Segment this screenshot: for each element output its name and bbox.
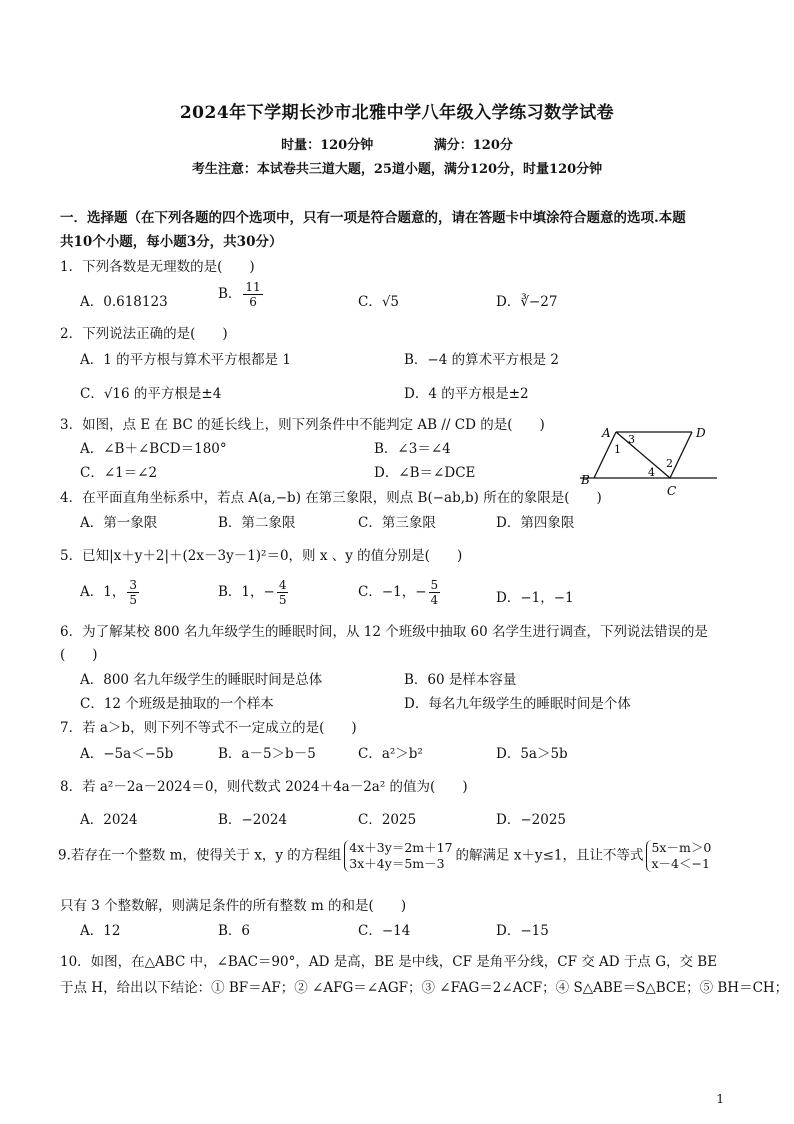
q7-stem: 7．若 a＞b，则下列不等式不一定成立的是( ) bbox=[60, 720, 357, 736]
q4-stem: 4．在平面直角坐标系中，若点 A(a,−b) 在第三象限，则点 B(−ab,b) 所在的象限是( ) bbox=[60, 490, 602, 506]
q8-option-a: A．2024 bbox=[80, 812, 138, 828]
section1-heading-line1: 一．选择题（在下列各题的四个选项中，只有一项是符合题意的，请在答题卡中填涂符合题意的选项.本题 bbox=[60, 210, 686, 226]
q9-equation-system bbox=[344, 840, 452, 872]
q7-option-b: B．a－5＞b－5 bbox=[218, 746, 316, 762]
q4-option-b: B．第二象限 bbox=[218, 515, 296, 531]
q9-stem-line1 bbox=[58, 840, 714, 872]
q9-equation-1: 4x＋3y＝2m＋17 bbox=[349, 840, 453, 855]
fraction-numerator: 3 bbox=[129, 578, 137, 592]
q5-stem: 5．已知|x＋y＋2|＋(2x－3y－1)²＝0，则 x 、y 的值分别是( ) bbox=[60, 548, 463, 564]
q6-option-c: C．12 个班级是抽取的一个样本 bbox=[80, 696, 274, 712]
exam-title: 2024年下学期长沙市北雅中学八年级入学练习数学试卷 bbox=[179, 103, 615, 123]
q4-option-c: C．第三象限 bbox=[358, 515, 436, 531]
label-d: D bbox=[696, 426, 706, 440]
q6-option-a: A．800 名九年级学生的睡眠时间是总体 bbox=[80, 672, 323, 688]
q5-option-c-label: C．−1，− bbox=[358, 584, 427, 600]
exam-score: 满分：120分 bbox=[433, 138, 513, 153]
exam-time: 时量：120分钟 bbox=[281, 138, 374, 153]
q7-option-c: C．a²＞b² bbox=[358, 746, 423, 762]
label-b: B bbox=[581, 473, 590, 487]
angle-label-2: 2 bbox=[666, 457, 673, 470]
q3-option-b: B．∠3＝∠4 bbox=[374, 441, 451, 457]
q9-option-d: D．−15 bbox=[496, 923, 549, 939]
q2-option-d: D．4 的平方根是±2 bbox=[404, 386, 529, 402]
q1-option-b bbox=[218, 280, 265, 309]
q4-option-a: A．第一象限 bbox=[80, 515, 158, 531]
q5-option-c bbox=[358, 578, 442, 607]
q5-option-b-label: B．1，− bbox=[218, 584, 275, 600]
fraction-numerator: 5 bbox=[430, 578, 439, 592]
exam-notice: 考生注意：本试卷共三道大题，25道小题，满分120分，时量120分钟 bbox=[191, 162, 603, 177]
q5-option-a-label: A．1， bbox=[80, 584, 126, 600]
q5-option-b bbox=[218, 578, 290, 607]
q1-option-c: C．√5 bbox=[358, 294, 400, 310]
q2-option-c: C．√16 的平方根是±4 bbox=[80, 386, 222, 402]
q9-inequality-2: x－4＜−1 bbox=[651, 856, 710, 871]
q7-option-a: A．−5a＜−5b bbox=[80, 746, 174, 762]
diagonal-ac bbox=[616, 432, 670, 478]
segment-dc bbox=[670, 432, 692, 478]
q5-option-b-fraction bbox=[277, 578, 289, 607]
fraction-numerator: 11 bbox=[245, 280, 261, 294]
q6-option-d: D．每名九年级学生的睡眠时间是个体 bbox=[404, 696, 631, 712]
q1-option-b-label: B． bbox=[218, 286, 242, 302]
fraction-denominator: 4 bbox=[430, 593, 439, 607]
q3-option-a: A．∠B＋∠BCD＝180° bbox=[80, 441, 227, 457]
q9-option-b: B．6 bbox=[218, 923, 251, 939]
exam-meta bbox=[0, 134, 794, 153]
q5-option-d: D．−1，−1 bbox=[496, 590, 574, 606]
q5-option-c-fraction bbox=[429, 578, 441, 607]
q8-option-b: B．−2024 bbox=[218, 812, 288, 828]
fraction-numerator: 4 bbox=[278, 578, 287, 592]
angle-label-4: 4 bbox=[648, 466, 655, 479]
q9-option-a: A．12 bbox=[80, 923, 121, 939]
q2-option-a: A．1 的平方根与算术平方根都是 1 bbox=[80, 352, 292, 368]
fraction-denominator: 6 bbox=[249, 295, 257, 309]
q3-option-c: C．∠1＝∠2 bbox=[80, 465, 158, 481]
q6-stem-line1: 6．为了解某校 800 名九年级学生的睡眠时间，从 12 个班级中抽取 60 名学生进行调查，下列说法错误的是 bbox=[60, 624, 708, 640]
q6-option-b: B．60 是样本容量 bbox=[404, 672, 517, 688]
label-a: A bbox=[602, 426, 611, 440]
q9-inequality-system bbox=[646, 840, 711, 872]
q9-stem-line2: 只有 3 个整数解，则满足条件的所有整数 m 的和是( ) bbox=[60, 898, 407, 914]
angle-label-1: 1 bbox=[614, 443, 621, 456]
q1-stem: 1．下列各数是无理数的是( ) bbox=[60, 259, 255, 275]
label-c: C bbox=[667, 484, 677, 498]
q1-option-a: A．0.618123 bbox=[80, 294, 168, 310]
q1-option-b-fraction bbox=[243, 280, 262, 309]
q10-stem-line2: 于点 H，给出以下结论：① BF＝AF；② ∠AFG＝∠AGF；③ ∠FAG＝2∠ACF；④ S△ABE＝S△BCE；⑤ BH＝CH； bbox=[60, 980, 789, 996]
q5-option-a-fraction bbox=[127, 578, 139, 607]
q3-stem: 3．如图，点 E 在 BC 的延长线上，则下列条件中不能判定 AB // CD 的是( ) bbox=[60, 417, 545, 433]
q8-option-c: C．2025 bbox=[358, 812, 417, 828]
fraction-denominator: 5 bbox=[129, 593, 137, 607]
q1-option-d: D．∛−27 bbox=[496, 294, 558, 310]
section1-heading-line2: 共10个小题，每小题3分，共30分） bbox=[60, 234, 283, 250]
q6-stem-line2: ( ) bbox=[60, 647, 98, 663]
q9-equation-2: 3x＋4y＝5m－3 bbox=[349, 856, 445, 871]
q4-option-d: D．第四象限 bbox=[496, 515, 575, 531]
q8-stem: 8．若 a²－2a－2024＝0，则代数式 2024＋4a－2a² 的值为( ) bbox=[60, 779, 468, 795]
page-number: 1 bbox=[716, 1092, 724, 1106]
q9-stem-mid: 的解满足 x＋y≤1，且让不等式 bbox=[455, 847, 644, 864]
q8-option-d: D．−2025 bbox=[496, 812, 566, 828]
angle-label-3: 3 bbox=[628, 433, 635, 446]
q2-stem: 2．下列说法正确的是( ) bbox=[60, 326, 228, 342]
q5-option-a bbox=[80, 578, 141, 607]
q9-option-c: C．−14 bbox=[358, 923, 411, 939]
q2-option-b: B．−4 的算术平方根是 2 bbox=[404, 352, 559, 368]
q9-inequality-1: 5x－m＞0 bbox=[651, 840, 712, 855]
q7-option-d: D．5a＞5b bbox=[496, 746, 568, 762]
q9-stem-pre: 9.若存在一个整数 m，使得关于 x，y 的方程组 bbox=[58, 847, 342, 864]
q3-option-d: D．∠B＝∠DCE bbox=[374, 465, 476, 481]
fraction-denominator: 5 bbox=[278, 593, 287, 607]
q10-stem-line1: 10．如图，在△ABC 中，∠BAC＝90°，AD 是高，BE 是中线，CF 是角平分线，CF 交 AD 于点 G，交 BE bbox=[60, 954, 718, 970]
